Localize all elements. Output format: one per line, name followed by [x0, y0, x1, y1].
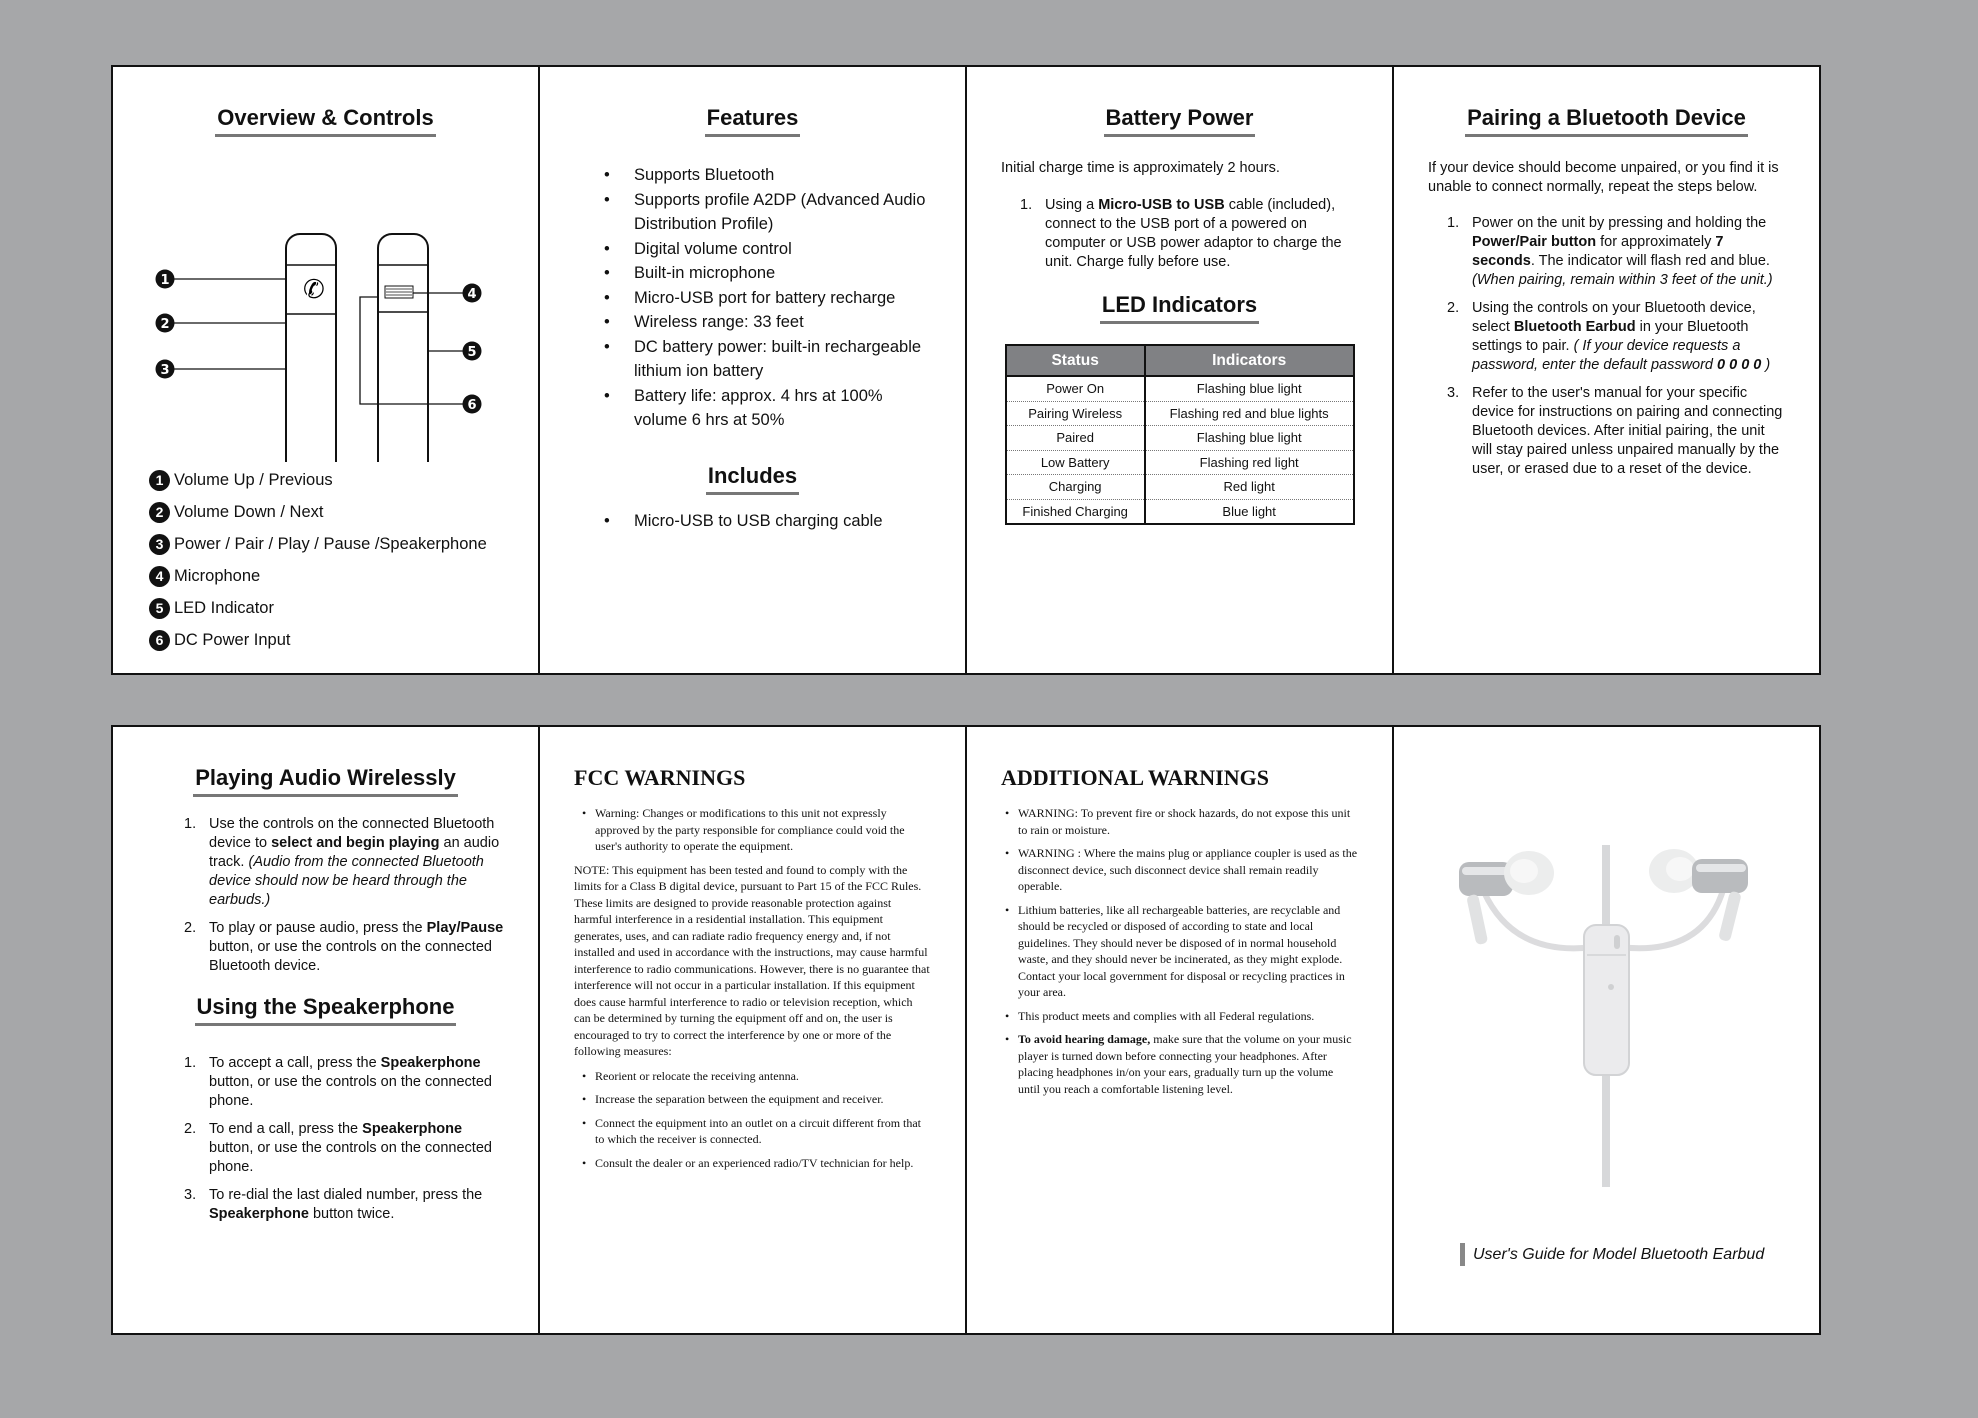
device-diagram	[143, 162, 503, 462]
fcc-measure: • Connect the equipment into an outlet on a circuit different from that to which the receiver is connected.	[578, 1115, 931, 1148]
legend-number: 5	[149, 598, 170, 619]
playing-steps	[147, 815, 504, 976]
additional-item: • This product meets and complies with all Federal regulations.	[1001, 1008, 1358, 1025]
svg-text:1: 1	[160, 273, 170, 288]
speaker-step: 3. To re-dial the last dialed number, press the Speakerphone button twice.	[184, 1187, 483, 1222]
pairing-step: 2. Using the controls on your Bluetooth device, select Bluetooth Earbud in your Bluetooth settings to pair. ( If your device requests a password, enter the default password 0 0 0 0 )	[1447, 300, 1771, 373]
legend-item	[149, 528, 487, 560]
feature-item: • Built-in microphone	[604, 261, 931, 286]
legend-item	[149, 560, 487, 592]
includes-list	[574, 509, 931, 534]
battery-panel	[967, 67, 1394, 673]
fcc-measures	[574, 1068, 931, 1172]
fcc-warning-list	[574, 805, 931, 855]
legend-item	[149, 464, 487, 496]
overview-panel	[113, 67, 540, 673]
fcc-measure: • Consult the dealer or an experienced radio/TV technician for help.	[578, 1155, 931, 1172]
feature-item: • Supports profile A2DP (Advanced Audio Distribution Profile)	[604, 188, 931, 237]
table-row: Finished Charging Blue light	[1006, 499, 1354, 524]
overview-title: Overview & Controls	[147, 105, 504, 137]
fcc-warning: • Warning: Changes or modifications to this unit not expressly approved by the party responsible for compliance could void the user's authority to operate the equipment.	[578, 805, 931, 855]
led-title: LED Indicators	[1001, 292, 1358, 324]
col-status: Status	[1006, 345, 1145, 376]
table-row: Low Battery Flashing red light	[1006, 450, 1354, 475]
features-list	[574, 163, 931, 433]
additional-title: ADDITIONAL WARNINGS	[1001, 765, 1269, 790]
speaker-step: 2. To end a call, press the Speakerphone button, or use the controls on the connected phone.	[184, 1121, 492, 1175]
speaker-steps	[147, 1054, 504, 1224]
svg-text:5: 5	[467, 345, 477, 360]
fcc-note: NOTE: This equipment has been tested and found to comply with the limits for a Class B digital device, pursuant to Part 15 of the FCC Rules. These limits are designed to provide reasonable protection against harmful interference in a residential installation. This equipment generates, uses, and can radiate radio frequency energy and, if not installed and used in accordance with the instructions, may cause harmful interference to radio communications. However, there is no guarantee that interference will not occur in a particular installation. If this equipment does cause harmful interference to radio or television reception, which can be determined by turning the equipment off and on, the user is encouraged to try to correct the interference by one or more of the following measures:	[574, 862, 930, 1058]
features-panel	[540, 67, 967, 673]
pairing-step: 1. Power on the unit by pressing and holding the Power/Pair button for approximately 7 seconds. The indicator will flash red and blue. (When pairing, remain within 3 feet of the unit.)	[1447, 215, 1773, 288]
svg-text:3: 3	[160, 363, 170, 378]
feature-item: • Battery life: approx. 4 hrs at 100% volume 6 hrs at 50%	[604, 384, 931, 433]
table-row: Pairing Wireless Flashing red and blue lights	[1006, 401, 1354, 426]
feature-item: • Micro-USB port for battery recharge	[604, 286, 931, 311]
legend-number: 4	[149, 566, 170, 587]
controls-legend	[149, 464, 487, 656]
features-title: Features	[574, 105, 931, 137]
playing-step: 1. Use the controls on the connected Bluetooth device to select and begin playing an audio track. (Audio from the connected Bluetooth device should now be heard through the earbuds.)	[184, 816, 500, 908]
bottom-sheet	[111, 725, 1821, 1335]
includes-title: Includes	[574, 463, 931, 495]
device-back	[378, 234, 428, 462]
includes-item: • Micro-USB to USB charging cable	[604, 509, 931, 534]
battery-steps	[1001, 196, 1358, 272]
legend-label: Volume Down / Next	[174, 502, 324, 521]
legend-label: DC Power Input	[174, 630, 291, 649]
speaker-title: Using the Speakerphone	[147, 994, 504, 1026]
top-sheet	[111, 65, 1821, 675]
playing-title: Playing Audio Wirelessly	[147, 765, 504, 797]
legend-item	[149, 592, 487, 624]
speaker-step: 1. To accept a call, press the Speakerphone button, or use the controls on the connected phone.	[184, 1055, 492, 1109]
pairing-step: 3. Refer to the user's manual for your specific device for instructions on pairing and connecting Bluetooth devices. After initial pairing, the unit will stay paired unless unpaired manually by the user, or erased due to a reset of the device.	[1447, 385, 1783, 477]
legend-label: Microphone	[174, 566, 261, 585]
additional-item: • Lithium batteries, like all rechargeable batteries, are recyclable and should be recycled or disposed of according to state and local guidelines. They should never be disposed of in normal household waste, and they should never be incinerated, as they might explode. Contact your local government for disposal or recycling practices in your area.	[1001, 902, 1358, 1001]
table-row: Paired Flashing blue light	[1006, 426, 1354, 451]
cover-panel	[1394, 727, 1819, 1333]
col-indicators: Indicators	[1145, 345, 1354, 376]
legend-label: Volume Up / Previous	[174, 470, 333, 489]
table-row: Charging Red light	[1006, 475, 1354, 500]
additional-item: • WARNING : Where the mains plug or appliance coupler is used as the disconnect device, such disconnect device shall remain readily operable.	[1001, 845, 1358, 895]
fcc-measure: • Increase the separation between the equipment and receiver.	[578, 1091, 931, 1108]
led-table-header	[1006, 345, 1354, 376]
remote-control	[1584, 925, 1629, 1075]
legend-item	[149, 496, 487, 528]
legend-item	[149, 624, 487, 656]
legend-label: Power / Pair / Play / Pause /Speakerphone	[174, 534, 487, 553]
additional-panel	[967, 727, 1394, 1333]
pairing-title: Pairing a Bluetooth Device	[1428, 105, 1785, 137]
svg-text:6: 6	[467, 398, 477, 413]
playing-step: 2. To play or pause audio, press the Play/Pause button, or use the controls on the connected Bluetooth device.	[184, 920, 504, 974]
legend-number: 6	[149, 630, 170, 651]
legend-number: 3	[149, 534, 170, 555]
battery-title: Battery Power	[1001, 105, 1358, 137]
legend-number: 2	[149, 502, 170, 523]
fcc-title: FCC WARNINGS	[574, 765, 746, 790]
additional-item: • WARNING: To prevent fire or shock hazards, do not expose this unit to rain or moisture.	[1001, 805, 1358, 838]
playing-panel	[113, 727, 540, 1333]
svg-text:2: 2	[160, 317, 170, 332]
fcc-panel	[540, 727, 967, 1333]
svg-text:4: 4	[467, 287, 477, 302]
feature-item: • Wireless range: 33 feet	[604, 310, 931, 335]
led-table	[1005, 344, 1355, 525]
pairing-steps	[1428, 214, 1785, 479]
feature-item: • Supports Bluetooth	[604, 163, 931, 188]
pairing-panel	[1394, 67, 1819, 673]
additional-item: • To avoid hearing damage, make sure that the volume on your music player is turned down before connecting your headphones. After placing headphones in/on your ears, gradually turn up the volume until you reach a comfortable listening level.	[1001, 1031, 1358, 1097]
device-front	[286, 234, 336, 462]
table-row: Power On Flashing blue light	[1006, 376, 1354, 401]
legend-number: 1	[149, 470, 170, 491]
fcc-measure: • Reorient or relocate the receiving antenna.	[578, 1068, 931, 1085]
pairing-intro: If your device should become unpaired, or you find it is unable to connect normally, repeat the steps below.	[1428, 160, 1779, 195]
earbuds-image	[1454, 837, 1754, 1197]
cover-caption: User's Guide for Model Bluetooth Earbud	[1460, 1243, 1764, 1266]
legend-label: LED Indicator	[174, 598, 274, 617]
battery-intro: Initial charge time is approximately 2 hours.	[1001, 160, 1280, 176]
battery-step: 1. Using a Micro-USB to USB cable (included), connect to the USB port of a powered on computer or USB power adaptor to charge the unit. Charge fully before use.	[1020, 197, 1342, 270]
feature-item: • Digital volume control	[604, 237, 931, 262]
phone-icon: ✆	[303, 275, 325, 305]
feature-item: • DC battery power: built-in rechargeable lithium ion battery	[604, 335, 931, 384]
additional-list	[1001, 805, 1358, 1097]
